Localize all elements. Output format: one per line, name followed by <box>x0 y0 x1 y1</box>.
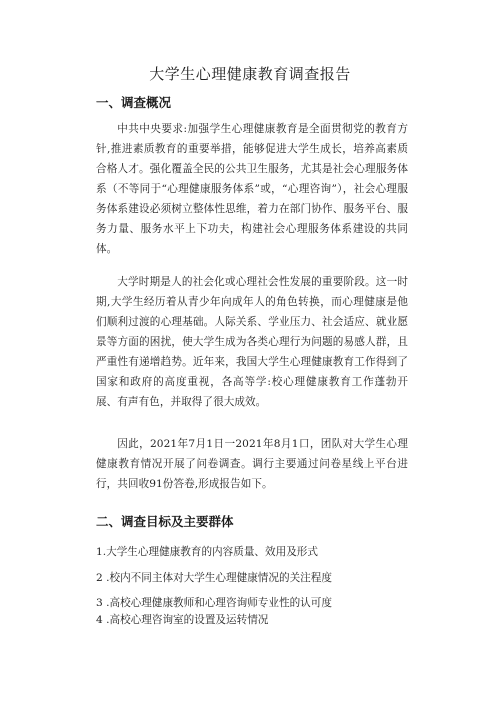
list-item: 2 .校内不同主体对大学生心理健康情况的关注程度 <box>96 572 332 584</box>
list-item: 4 .高校心理咨询室的设置及运转情况 <box>96 614 269 626</box>
section-heading-goals: 二、调查目标及主要群体 <box>96 514 234 529</box>
list-item: 3 .高校心理健康教师和心理咨询师专业性的认可度 <box>96 597 332 609</box>
document-title: 大学生心理健康教育调查报告 <box>149 65 351 83</box>
paragraph-requirements: 中共中央要求:加强学生心理健康教育是全面贯彻党的教育方针,推进素质教育的重要举措，能够促进大学生成长，培养高素质合格人才。强化覆盖全民的公共卫生服务，尤其是社会心理服务体系（不等同于“心理健康服务体系”或，“心理咨询”），社会心理服务体系建设必须树立整体性思维，着力在部门协作、服务平台、服务力量、服务水平上下功夫，构建社会心理服务体系建设的共同体。 <box>96 123 408 255</box>
section-heading-overview: 一、调查概况 <box>96 95 172 110</box>
paragraph-university-period: 大学时期是人的社会化或心理社会性发展的重要阶段。这一时期,大学生经历着从青少年向成年人的角色转换，而心理健康是他们顺利过渡的心理基础。人际关系、学业压力、社会适应、就业愿景等方面的困扰，使大学生成为各类心理行为问题的易感人群，且严重性有递增趋势。近年来，我国大学生心理健康教育工作得到了国家和政府的高度重视，各高等学:校心理健康教育工作蓬勃开展、有声有色，并取得了很大成效。 <box>96 276 408 408</box>
paragraph-survey-info: 因此，2021年7月1日一2021年8月1口，团队对大学生心理健康教育情况开展了问卷调查。调行主要通过问卷星线上平台进行，共回收91份答卷,形成报告如下。 <box>96 438 408 490</box>
list-item: 1.大学生心理健康教育的内容质量、效用及形式 <box>96 546 318 558</box>
